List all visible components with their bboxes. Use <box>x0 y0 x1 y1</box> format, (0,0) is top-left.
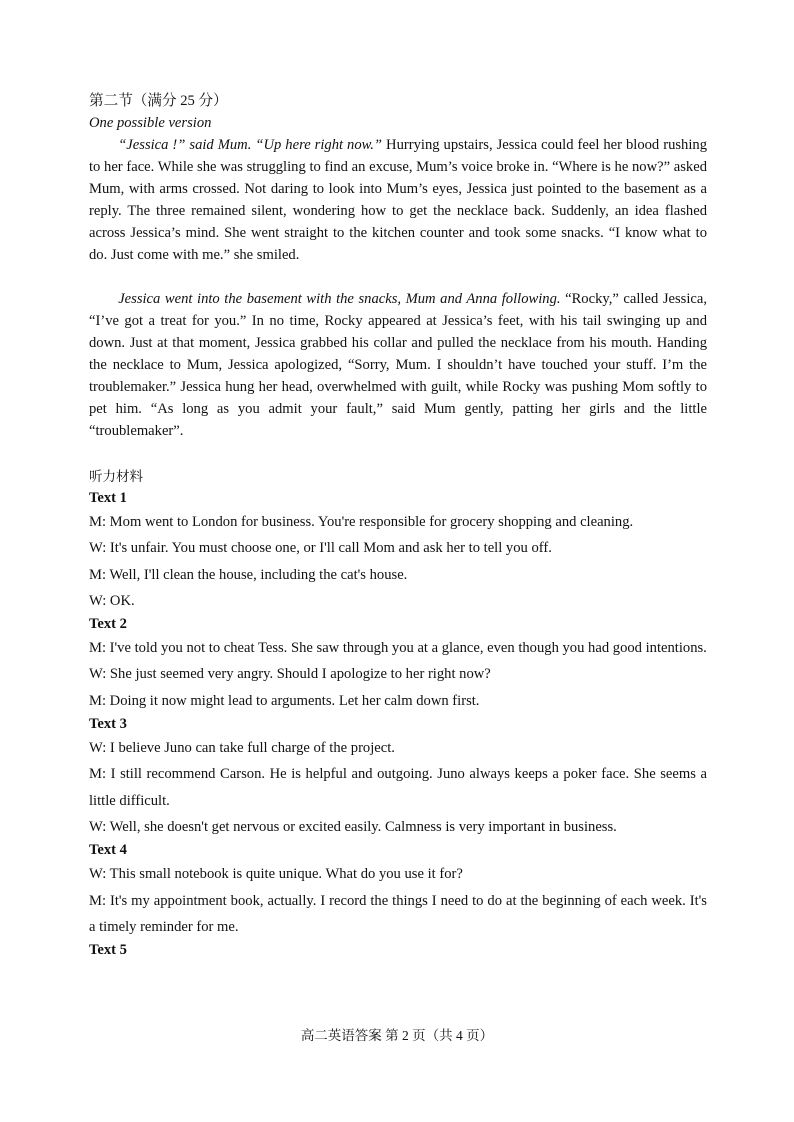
answer-page <box>89 90 707 961</box>
text-1 <box>89 488 707 614</box>
dialogue-line: M: I still recommend Carson. He is helpful and outgoing. Juno always keeps a poker face. She seems a little difficult. <box>89 766 707 809</box>
dialogue-line: W: It's unfair. You must choose one, or I'll call Mom and ask her to tell you off. <box>89 540 552 557</box>
dialogue-line: W: This small notebook is quite unique. What do you use it for? <box>89 866 463 883</box>
text-2 <box>89 614 707 714</box>
section-title: 第二节（满分 25 分） <box>89 93 228 109</box>
text-heading: Text 5 <box>89 942 127 959</box>
dialogue-line: M: It's my appointment book, actually. I record the things I need to do at the beginning of each week. It's a timely reminder for me. <box>89 892 707 935</box>
dialogue-line: M: I've told you not to cheat Tess. She saw through you at a glance, even though you had good intentions. <box>89 640 707 657</box>
text-heading: Text 2 <box>89 616 127 633</box>
dialogue-line: W: I believe Juno can take full charge of the project. <box>89 740 395 757</box>
dialogue-line: W: She just seemed very angry. Should I apologize to her right now? <box>89 666 491 683</box>
text-heading: Text 1 <box>89 490 127 506</box>
dialogue-line: M: Well, I'll clean the house, including the cat's house. <box>89 566 408 583</box>
text-heading: Text 4 <box>89 842 127 859</box>
dialogue-line: W: OK. <box>89 592 135 609</box>
text-3 <box>89 714 707 840</box>
paragraph-1-opening: “Jessica !” said Mum. “Up here right now.” <box>118 137 383 153</box>
paragraph-1-body: Hurrying upstairs, Jessica could feel her blood rushing to her face. While she was struggling to find an excuse, Mum’s voice broke in. “Where is he now?” asked Mum, with arms crossed. Not daring to look into Mum’s eyes, Jessica just pointed to the basement as a reply. The three remained silent, wondering how to get the necklace back. Suddenly, an idea flashed across Jessica’s mind. She went straight to the kitchen counter and took some snacks. “I know what to do. Just come with me.” she smiled. <box>89 137 707 263</box>
listening-title: 听力材料 <box>89 469 143 484</box>
dialogue-line: M: Mom went to London for business. You're responsible for grocery shopping and cleaning. <box>89 514 634 530</box>
continuation-paragraph-1 <box>89 134 707 266</box>
dialogue-line: W: Well, she doesn't get nervous or excited easily. Calmness is very important in business. <box>89 818 617 835</box>
listening-transcripts <box>89 488 707 961</box>
text-5 <box>89 940 707 961</box>
paragraph-2-body: “Rocky,” called Jessica, “I’ve got a treat for you.” In no time, Rocky appeared at Jessica’s feet, with his tail swinging up and down. Just at that moment, Jessica grabbed his collar and pulled the necklace from his mouth. Handing the necklace to Mum, Jessica apologized, “Sorry, Mum. I shouldn’t have touched your stuff. I’m the troublemaker.” Jessica hung her head, overwhelmed with guilt, while Rocky was pushing Mom softly to pet him. “As long as you admit your fault,” said Mum gently, patting her girls and the little “troublemaker”. <box>89 291 708 439</box>
paragraph-2-opening: Jessica went into the basement with the snacks, Mum and Anna following. <box>118 291 561 307</box>
continuation-paragraph-2 <box>89 288 707 442</box>
text-heading: Text 3 <box>89 716 127 733</box>
dialogue-line: M: Doing it now might lead to arguments. Let her calm down first. <box>89 692 480 709</box>
version-label: One possible version <box>89 115 212 131</box>
page-footer: 高二英语答案 第 2 页（共 4 页） <box>300 1028 494 1043</box>
text-4 <box>89 840 707 940</box>
